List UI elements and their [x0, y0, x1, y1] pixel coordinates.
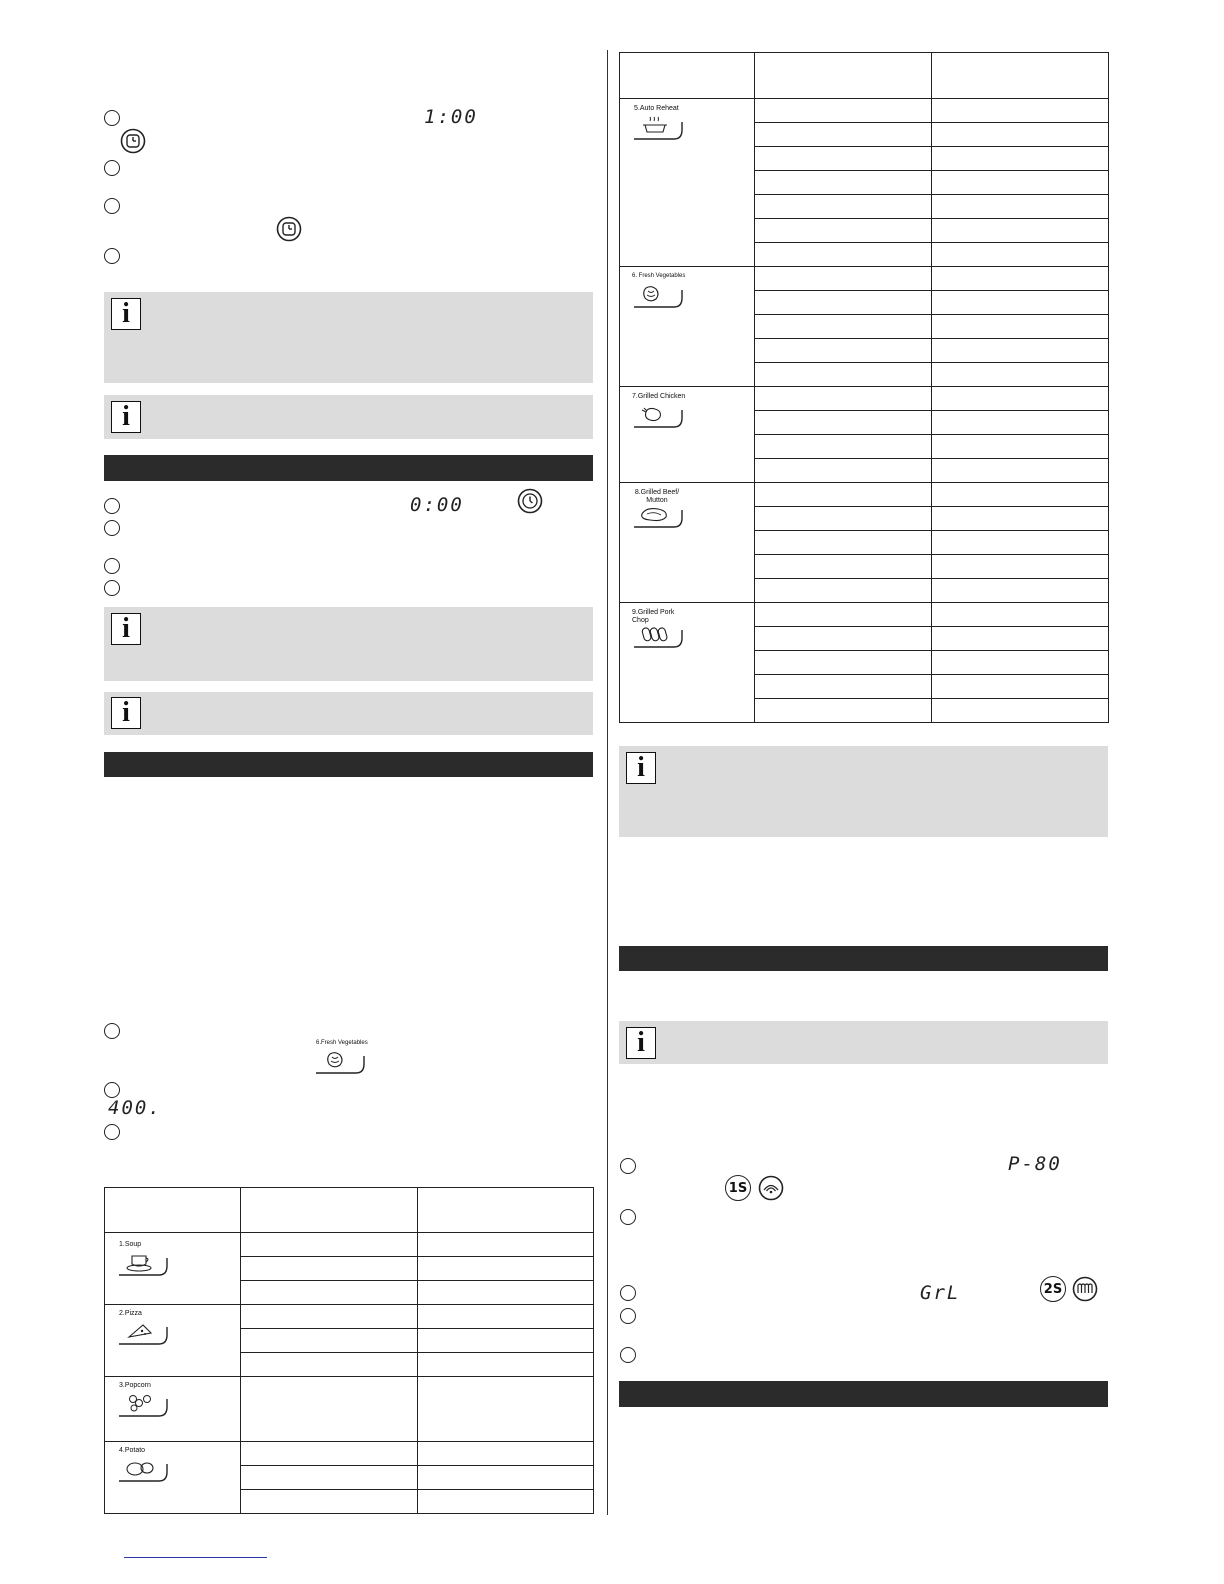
chicken-icon [632, 402, 688, 430]
table-row [620, 483, 1109, 507]
microwave-icon [758, 1175, 784, 1201]
column-divider [607, 50, 608, 1515]
food-cell [632, 393, 692, 433]
clock-icon [517, 488, 543, 514]
weight-display: 400. [108, 1097, 162, 1119]
step-2-circle [104, 520, 120, 536]
step-3-circle [620, 1285, 636, 1301]
step-3-circle [104, 558, 120, 574]
table-row [105, 1305, 594, 1329]
potato-icon [117, 1456, 173, 1484]
clock-time-display: 0:00 [410, 494, 464, 516]
info-icon: i [111, 298, 141, 330]
food-cell [117, 1382, 177, 1422]
table-row [620, 603, 1109, 627]
food-label: 1.Soup [119, 1241, 142, 1248]
table-header-row [105, 1188, 594, 1233]
step-2-circle [104, 160, 120, 176]
step-5-circle [620, 1347, 636, 1363]
section-header-bar [104, 752, 593, 777]
food-label: 5.Auto Reheat [634, 105, 679, 112]
grill-display: GrL [920, 1282, 961, 1304]
delay-start-icon-2 [276, 216, 302, 242]
section-header-bar [619, 1381, 1108, 1407]
food-label: 7.Grilled Chicken [632, 393, 686, 400]
food-label: 4.Potato [119, 1447, 146, 1454]
table-row [105, 1442, 594, 1466]
info-note [104, 692, 593, 735]
power-display: P-80 [1008, 1153, 1062, 1175]
step-1-circle [620, 1158, 636, 1174]
step-4-circle [620, 1308, 636, 1324]
delay-time-display: 1:00 [424, 106, 478, 128]
step-2-circle [620, 1209, 636, 1225]
info-note [619, 1021, 1108, 1064]
info-note [104, 395, 593, 439]
step-1-circle [104, 498, 120, 514]
food-label: 3.Popcorn [119, 1382, 151, 1389]
table-row [620, 387, 1109, 411]
step-4-circle [104, 248, 120, 264]
food-label: 2.Pizza [119, 1310, 142, 1317]
step-2-circle [104, 1082, 120, 1098]
food-cell [632, 105, 692, 145]
table-row [105, 1233, 594, 1257]
info-icon: i [111, 697, 141, 729]
food-cell [117, 1310, 177, 1350]
vegetables-icon [312, 1048, 368, 1076]
vegetables-icon [632, 282, 688, 310]
casserole-icon [632, 114, 688, 142]
info-icon: i [626, 1027, 656, 1059]
food-label: 6. Fresh Vegetables [632, 273, 686, 279]
info-icon: i [111, 401, 141, 433]
info-note [104, 607, 593, 681]
two-second-press-button: 2S [1040, 1276, 1066, 1302]
info-note [104, 292, 593, 383]
delay-start-icon [120, 128, 146, 154]
step-3-circle [104, 198, 120, 214]
food-cell [117, 1241, 177, 1281]
step-3-circle [104, 1124, 120, 1140]
grill-icon [1072, 1276, 1098, 1302]
fresh-vegetables-button [312, 1040, 372, 1076]
soup-cup-icon [117, 1250, 173, 1278]
table-row [620, 267, 1109, 291]
table-header-row [620, 53, 1109, 99]
food-label: 8.Grilled Beef/ Mutton [634, 489, 680, 504]
info-icon: i [111, 613, 141, 645]
food-cell [117, 1447, 177, 1487]
auto-cook-table-left [104, 1187, 594, 1514]
step-4-circle [104, 580, 120, 596]
info-note [619, 746, 1108, 837]
section-header-bar [104, 455, 593, 481]
section-header-bar [619, 946, 1108, 971]
info-icon: i [626, 752, 656, 784]
table-row [105, 1377, 594, 1442]
food-cell [632, 489, 692, 533]
food-cell [632, 609, 692, 653]
step-1-circle [104, 110, 120, 126]
hyperlink-underline[interactable] [124, 1557, 267, 1558]
step-1-circle [104, 1023, 120, 1039]
beef-icon [632, 502, 688, 530]
food-label: 9.Grilled Pork Chop [632, 609, 675, 624]
food-cell [632, 273, 692, 313]
fresh-vegetables-label: 6.Fresh Vegetables [316, 1040, 368, 1046]
one-second-press-button: 1S [725, 1175, 751, 1201]
popcorn-icon [117, 1391, 173, 1419]
auto-cook-table-right [619, 52, 1109, 723]
table-row [620, 99, 1109, 123]
pork-chop-icon [632, 622, 688, 650]
pizza-slice-icon [117, 1319, 173, 1347]
